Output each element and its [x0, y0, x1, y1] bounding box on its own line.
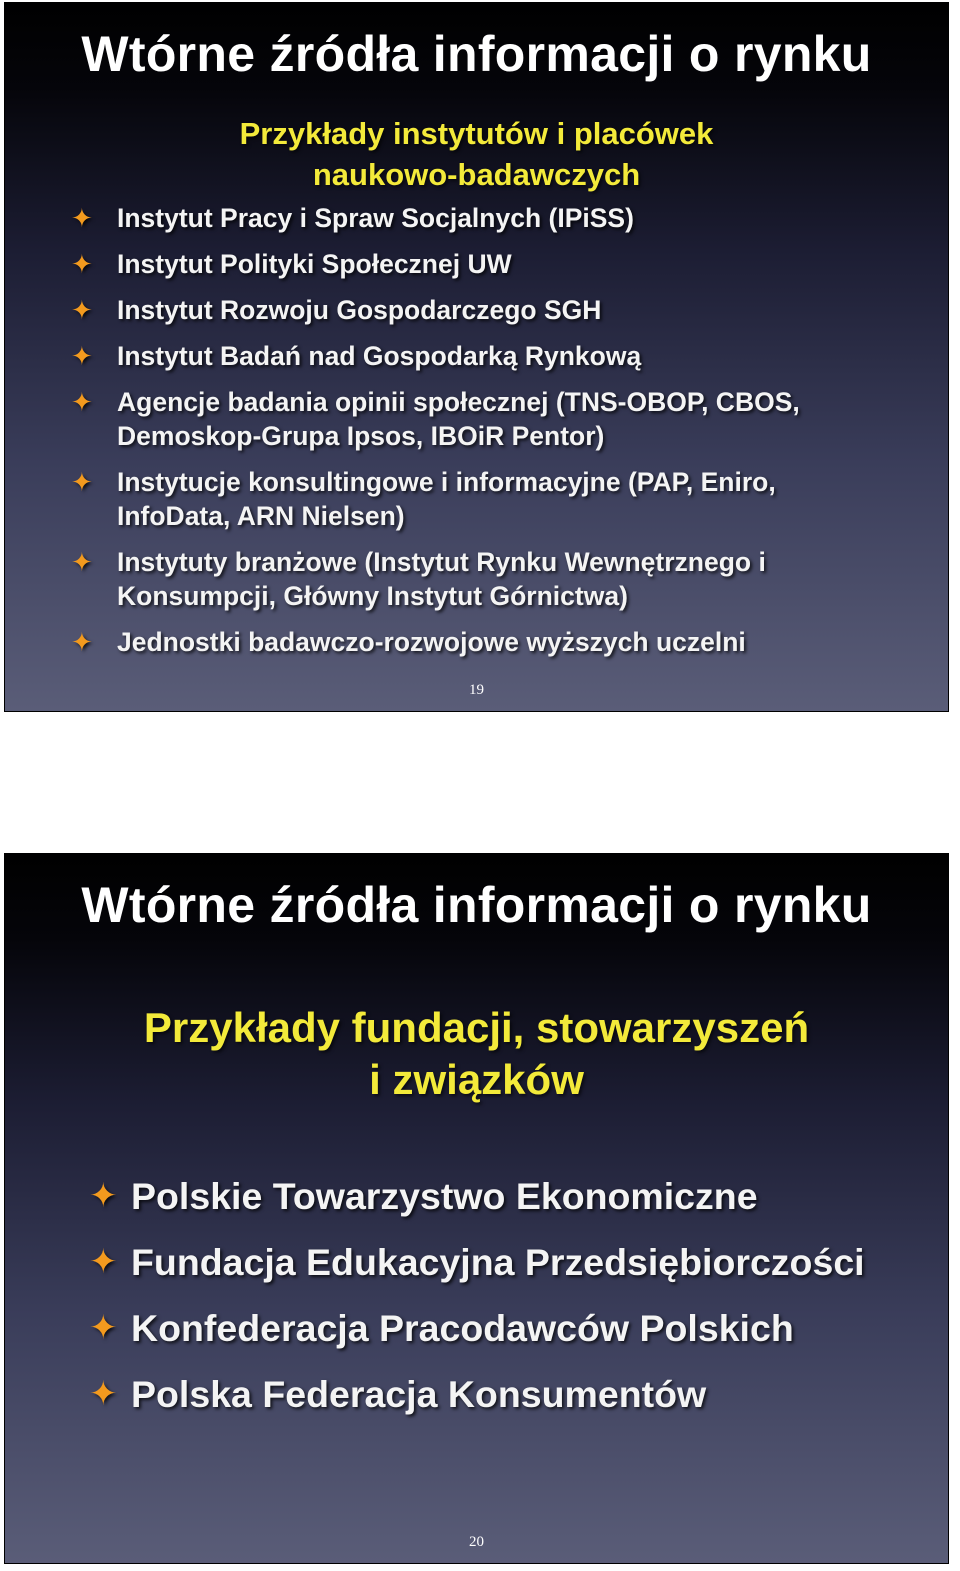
page-number: 20 — [469, 1534, 484, 1550]
page-number: 19 — [469, 682, 484, 698]
four-point-star-icon: ✦ — [71, 295, 93, 325]
four-point-star-icon: ✦ — [71, 203, 93, 233]
four-point-star-icon: ✦ — [89, 1375, 118, 1413]
slide-subtitle — [5, 1002, 948, 1106]
list-item-text: Agencje badania opinii społecznej (TNS-OBOP, CBOS, Demoskop-Grupa Ipsos, IBOiR Pentor) — [117, 387, 800, 451]
list-item — [89, 1172, 929, 1220]
list-item — [71, 201, 891, 235]
four-point-star-icon: ✦ — [71, 467, 93, 497]
list-item-text: Instytut Rozwoju Gospodarczego SGH — [117, 295, 602, 325]
list-item — [71, 293, 891, 327]
slide-subtitle — [5, 113, 948, 195]
list-item — [89, 1238, 929, 1286]
four-point-star-icon: ✦ — [89, 1309, 118, 1347]
list-item-text: Fundacja Edukacyjna Przedsiębiorczości — [131, 1241, 865, 1283]
list-item-text: Polskie Towarzystwo Ekonomiczne — [131, 1175, 758, 1217]
list-item-text: Polska Federacja Konsumentów — [131, 1373, 707, 1415]
list-item-text: Instytut Badań nad Gospodarką Rynkową — [117, 341, 642, 371]
slide-title: Wtórne źródła informacji o rynku — [81, 877, 872, 933]
bullet-list — [71, 201, 891, 671]
four-point-star-icon: ✦ — [89, 1177, 118, 1215]
list-item — [71, 247, 891, 281]
list-item-text: Instytut Pracy i Spraw Socjalnych (IPiSS) — [117, 203, 634, 233]
subtitle-line: Przykłady instytutów i placówek — [239, 116, 714, 151]
four-point-star-icon: ✦ — [71, 387, 93, 417]
list-item — [71, 339, 891, 373]
four-point-star-icon: ✦ — [71, 627, 93, 657]
subtitle-line: i związków — [369, 1056, 584, 1103]
list-item — [71, 385, 891, 453]
list-item-text: Instytut Polityki Społecznej UW — [117, 249, 512, 279]
list-item — [71, 545, 891, 613]
slide-19 — [4, 2, 949, 712]
four-point-star-icon: ✦ — [71, 341, 93, 371]
four-point-star-icon: ✦ — [71, 547, 93, 577]
list-item — [71, 625, 891, 659]
list-item — [89, 1370, 929, 1418]
list-item — [89, 1304, 929, 1352]
bullet-list — [89, 1172, 929, 1436]
four-point-star-icon: ✦ — [71, 249, 93, 279]
list-item-text: Instytuty branżowe (Instytut Rynku Wewnętrznego i Konsumpcji, Główny Instytut Górnictwa) — [117, 547, 766, 611]
list-item-text: Konfederacja Pracodawców Polskich — [131, 1307, 794, 1349]
subtitle-line: naukowo-badawczych — [312, 157, 641, 192]
subtitle-line: Przykłady fundacji, stowarzyszeń — [143, 1004, 810, 1051]
four-point-star-icon: ✦ — [89, 1243, 118, 1281]
slide-20 — [4, 853, 949, 1564]
list-item-text: Instytucje konsultingowe i informacyjne (PAP, Eniro, InfoData, ARN Nielsen) — [117, 467, 776, 531]
list-item-text: Jednostki badawczo-rozwojowe wyższych uczelni — [117, 627, 746, 657]
slide-title: Wtórne źródła informacji o rynku — [81, 26, 872, 82]
list-item — [71, 465, 891, 533]
